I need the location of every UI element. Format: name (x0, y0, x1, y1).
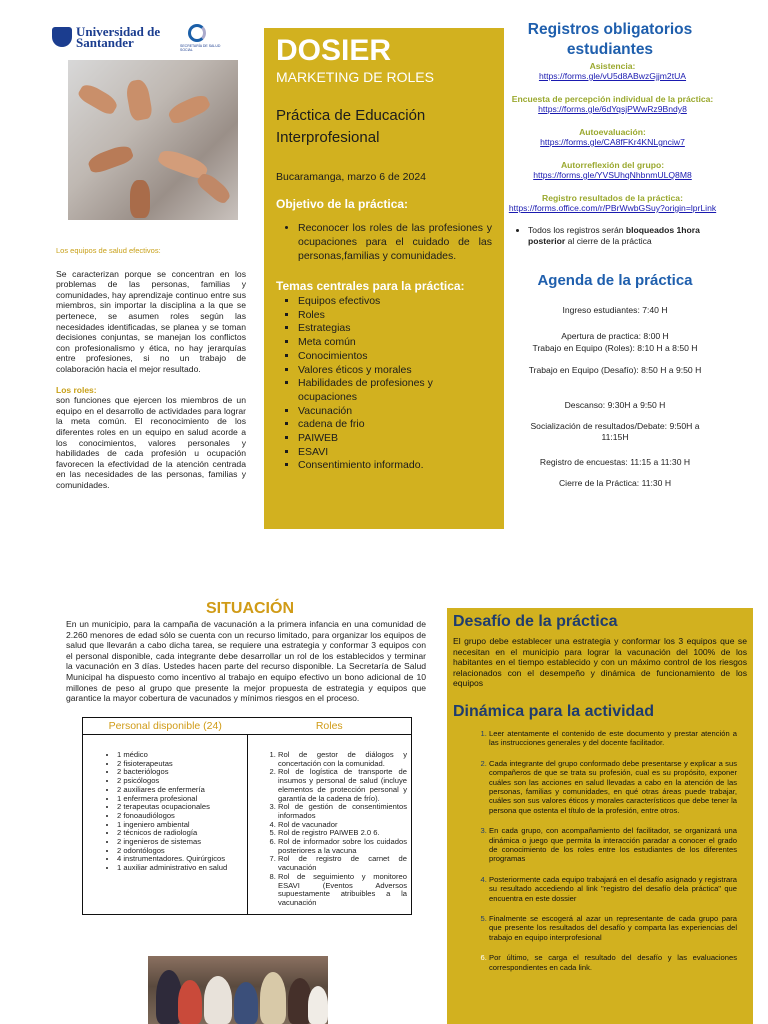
agenda-item: Trabajo en Equipo (Desafío): 8:50 H a 9:50 H (528, 365, 702, 375)
tema-item: ▪ Valores éticos y morales (298, 364, 492, 378)
registro-label: Registro resultados de la práctica: (542, 193, 683, 203)
registro-link[interactable]: https://forms.gle/vU5d8ABwzGjjm2tUA (538, 71, 687, 81)
agenda-title: Agenda de la práctica (537, 272, 693, 289)
equipos-title: Los equipos de salud efectivos: (56, 246, 161, 255)
registro-autoevaluacion (500, 127, 725, 147)
personal-item: • 2 bacteriólogos (117, 768, 243, 777)
university-logo (52, 24, 180, 50)
registro-label: Encuesta de percepción individual de la práctica: (511, 94, 714, 104)
marketing-subtitle: MARKETING DE ROLES (276, 69, 434, 85)
personal-item: • 2 fonoaudiólogos (117, 812, 243, 821)
dinamica-steps (489, 729, 747, 972)
dinamica-step: 6. Por último, se carga el resultado del desafío y las evaluaciones correspondientes en cada link. (489, 953, 737, 972)
dinamica-step: 5. Finalmente se escogerá al azar un representante de cada grupo para que presente los resultados del desafío y comparta las experiencias del trabajo en equipo interprofesional (489, 914, 737, 942)
role-item: 7. Rol de registro de carnet de vacunación (278, 855, 407, 872)
personal-item: • 2 fisioterapeutas (117, 760, 243, 769)
desafio-panel (447, 608, 753, 1024)
agenda-item: Trabajo en Equipo (Roles): 8:10 H a 8:50 H (532, 343, 698, 353)
registro-asistencia (500, 61, 725, 81)
role-item: 5. Rol de registro PAIWEB 2.0 6. (278, 829, 407, 838)
registro-resultados (500, 193, 725, 213)
desafio-text: El grupo debe establecer una estrategia y conformar los 3 equipos que se necesitan en el municipio para lograr la vacunación del 100% de los habitantes en el tiempo establecido y con un máximo control de los riesgos relacionados con el desempeño y dinámica de funcionamiento de los equipos (453, 636, 747, 689)
registro-label: Asistencia: (589, 61, 636, 71)
agenda-item: Apertura de practica: 8:00 H (561, 331, 669, 341)
tema-item: ▪ Roles (298, 309, 492, 323)
personal-item: • 2 ingenieros de sistemas (117, 838, 243, 847)
personal-item: • 2 técnicos de radiología (117, 829, 243, 838)
personal-item: • 4 instrumentadores. Quirúrgicos (117, 855, 243, 864)
practica-title: Práctica de Educación Interprofesional (276, 107, 426, 146)
dinamica-step: 2. Cada integrante del grupo conformado debe presentarse y explicar a sus compañeros de que se trata su profesión, cual es su propósito, exponer cuáles son las acciones en salud llevadas a cabo en la atención de las personas, familias y comunidades, en qué otras áreas puede trabajar, cuáles son sus valores éticos y morales característicos que debe tener la persona que ostenta el título de la profesión, entre otros. (489, 759, 737, 815)
tema-item: ▪ Consentimiento informado. (298, 459, 492, 473)
tema-item: ▪ Conocimientos (298, 350, 492, 364)
classroom-photo (148, 956, 328, 1024)
registro-link[interactable]: https://forms.gle/YVSUhqNhbnmULQ8M8 (533, 170, 692, 180)
registros-title: Registros obligatorios estudiantes (527, 21, 693, 58)
tema-item: ▪ Habilidades de profesiones y ocupaciones (298, 377, 492, 404)
partner-logo (180, 24, 224, 52)
role-item: 3. Rol de gestión de consentimientos informados (278, 803, 407, 820)
tema-item: ▪ Equipos efectivos (298, 295, 492, 309)
table-header-personal: Personal disponible (24) (83, 718, 248, 735)
equipos-text: Se caracterizan porque se concentran en los problemas de las personas, familias y comunidades, hay aprendizaje continuo entre sus miembros, sin importar la disciplina a la que se pertenece, se asumen roles según las necesidades identificadas, se planea y se toman decisiones conjuntas, se manejan los conflictos con profesionalismo y ética, no hay jerarquías entre profesiones, si no un trabajo de colaboración hacia el mejor resultado. (56, 268, 246, 374)
cover-panel (264, 28, 504, 529)
personal-item: • 2 auxiliares de enfermería (117, 786, 243, 795)
dinamica-step: 1. Leer atentamente el contenido de este documento y prestar atención a las instrucciones generales y del docente facilitador. (489, 729, 737, 748)
dinamica-step: 4. Posteriormente cada equipo trabajará en el desafío asignado y registrara su resultado accediendo al link "registro del desafío dela práctica" que encuentra en este dossier (489, 875, 737, 903)
registro-autorreflexion (500, 160, 725, 180)
situacion-text: En un municipio, para la campaña de vacunación a la primera infancia en una comunidad de 2.260 menores de edad sólo se cuenta con un recurso limitado, para organizar los equipos de salud que llevarán a cabo dicha tarea, se requiere una estrategia y conformar 3 equipos con el personal disponible, cada integrante debe desarrollar un rol de los establecidos y terminar la vacunación en 3 días. Ustedes hacen parte del recurso disponible. La Secretaría de Salud Municipal ha dispuesto como incentivo al trabajo en equipo efectivo un bono adicional de 10 millones de peso al grupo que presente la mejor propuesta de estrategia y equipos que garantice la mayor cobertura de vacunados y mínimos riesgos en el proceso. (66, 619, 426, 704)
tema-item: ▪ Vacunación (298, 405, 492, 419)
roles-title: Los roles: (56, 384, 97, 395)
personal-item: • 1 enfermera profesional (117, 795, 243, 804)
agenda-item: Registro de encuestas: 11:15 a 11:30 H (539, 457, 691, 467)
roles-cell (248, 735, 412, 915)
objetivo-item: • Reconocer los roles de las profesiones y ocupaciones para el cuidado de las personas,familias y comunidades. (298, 221, 492, 263)
temas-list (298, 295, 492, 473)
role-item: 8. Rol de seguimiento y monitoreo ESAVI (Eventos Adversos supuestamente atribuibles a la vacunación (278, 873, 407, 908)
registros-note-item: • Todos los registros serán bloqueados 1hora posterior al cierre de la práctica (528, 225, 726, 247)
personal-item: • 1 auxiliar administrativo en salud (117, 864, 243, 873)
registro-label: Autorreflexión del grupo: (560, 160, 665, 170)
agenda-item: Descanso: 9:30H a 9:50 H (564, 400, 666, 410)
objetivo-heading: Objetivo de la práctica: (276, 197, 409, 211)
left-column (56, 246, 246, 490)
dinamica-title: Dinámica para la actividad (453, 702, 654, 720)
role-item: 4. Rol de vacunador (278, 821, 407, 830)
partner-logo-text: SECRETARÍA DE SALUD SOCIAL (180, 44, 221, 52)
personal-item: • 2 psicólogos (117, 777, 243, 786)
university-shield-icon (52, 27, 72, 47)
registro-encuesta (500, 94, 725, 114)
university-name: Universidad de Santander (76, 24, 161, 50)
dosier-title: DOSIER (276, 34, 392, 67)
tema-item: ▪ Estrategias (298, 322, 492, 336)
personal-item: • 1 médico (117, 751, 243, 760)
registros-note (516, 225, 726, 247)
temas-heading: Temas centrales para la práctica: (276, 279, 465, 293)
registro-label: Autoevaluación: (579, 127, 646, 137)
tema-item: ▪ cadena de frio (298, 418, 492, 432)
personal-cell (83, 735, 248, 915)
tema-item: ▪ PAIWEB (298, 432, 492, 446)
agenda-item: Socialización de resultados/Debate: 9:50H a 11:15H (530, 421, 700, 442)
date-line: Bucaramanga, marzo 6 de 2024 (276, 171, 427, 183)
role-item: 6. Rol de informador sobre los cuidados posteriores a la vacuna (278, 838, 407, 855)
personal-item: • 1 ingeniero ambiental (117, 821, 243, 830)
objetivo-list (298, 221, 492, 263)
role-item: 1. Rol de gestor de diálogos y concertación con la comunidad. (278, 751, 407, 768)
table-header-roles: Roles (248, 718, 412, 735)
registro-link[interactable]: https://forms.gle/6dYqsjPWwRz9Bndy8 (538, 104, 687, 114)
personal-item: • 2 odontólogos (117, 847, 243, 856)
role-item: 2. Rol de logística de transporte de insumos y personal de salud (incluye elementos de protección personal y garantía de la cadena de frío). (278, 768, 407, 803)
agenda-item: Ingreso estudiantes: 7:40 H (562, 305, 668, 315)
personal-item: • 2 terapeutas ocupacionales (117, 803, 243, 812)
registro-link[interactable]: https://forms.office.com/r/PBrWwbGSuy?origin=lprLink (508, 203, 717, 213)
registro-link[interactable]: https://forms.gle/CA8fFKr4KNLgnciw7 (540, 137, 685, 147)
partner-circle-icon (188, 24, 206, 42)
tema-item: ▪ ESAVI (298, 446, 492, 460)
dinamica-step: 3. En cada grupo, con acompañamiento del facilitador, se organizará una dinámica o juego que permita la interacción paradar a conocer el grado de conocimiento de los roles entre los estudiantes de los diferentes programas (489, 826, 737, 864)
hands-teamwork-photo (68, 60, 238, 220)
agenda-item: Cierre de la Práctica: 11:30 H (558, 478, 672, 488)
personal-roles-table (82, 717, 412, 915)
tema-item: ▪ Meta común (298, 336, 492, 350)
situacion-title: SITUACIÓN (206, 600, 294, 617)
roles-text: son funciones que ejercen los miembros de un equipo en el desarrollo de actividades para lograr la meta común. El reconocimiento de los diferentes roles en un equipo en salud acorde a los conocimientos, valores personales y habilidades de cada profesión u ocupación favorecen la efectividad de la atención centrada en las necesidades de las personas, familias y comunidades. (56, 395, 246, 490)
desafio-title: Desafío de la práctica (453, 613, 618, 630)
